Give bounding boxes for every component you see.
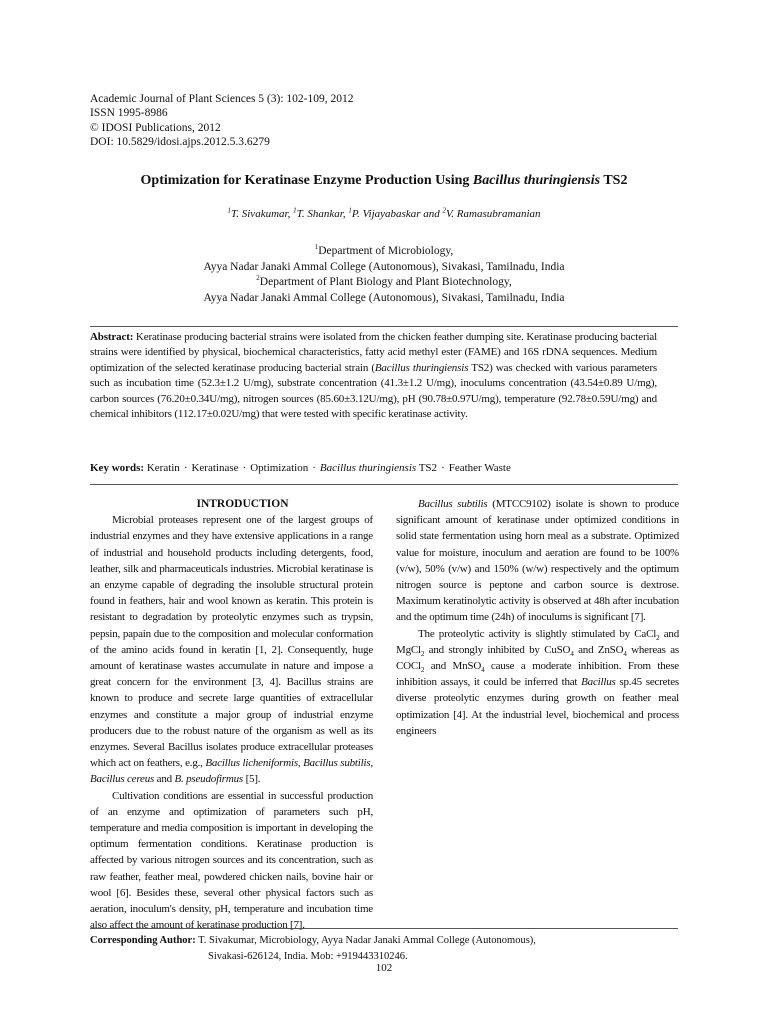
- paragraph-text: [5].: [243, 773, 261, 786]
- keyword: Feather Waste: [448, 462, 511, 474]
- author-name: P. Vijayabaskar and: [351, 208, 443, 220]
- paragraph-text: sp.45 secretes diverse proteolytic enzymes during growth on feather meal optimization [4]. At the industrial level, biochemical and process engineers: [396, 676, 679, 737]
- author-name: T. Sivakumar,: [230, 208, 294, 220]
- keyword-separator: ·: [242, 462, 247, 474]
- affil-mark: 1: [314, 243, 319, 252]
- keywords-label: Key words:: [90, 462, 145, 474]
- section-heading: INTRODUCTION: [196, 498, 289, 510]
- right-column: [396, 496, 679, 739]
- body-paragraph: Cultivation conditions are essential in successful production of an enzyme and optimization of parameters such pH, temperature and media composition is important in developing the optimum fermentation conditions. Keratinase production is affected by various nitrogen sources and its concentration, such as raw feather, feather meal, powdered chicken nails, bovine hair or wool [6]. Besides these, several other physical factors such as aeration, inoculum's density, pH, temperature and incubation time also affect the amount of keratinase production [7].: [90, 789, 373, 932]
- paragraph-text: and ZnSO: [573, 643, 624, 656]
- affiliation-1-inst: Ayya Nadar Janaki Ammal College (Autonomous), Sivakasi, Tamilnadu, India: [203, 260, 565, 273]
- subscript: 2: [656, 633, 660, 642]
- title-species: Bacillus thuringiensis: [472, 173, 601, 188]
- title-main: Optimization for Keratinase Enzyme Production Using: [140, 173, 473, 188]
- title-suffix: TS2: [600, 173, 628, 188]
- footer-line-2: Sivakasi-626124, India. Mob: +919443310246.: [208, 951, 408, 962]
- author-affil-mark: 1: [293, 206, 297, 215]
- species-name: B. pseudofirmus: [174, 773, 244, 786]
- abstract-top-rule: [90, 326, 678, 327]
- keyword-separator: ·: [441, 462, 445, 474]
- corresponding-author-label: Corresponding Author:: [90, 935, 196, 946]
- footer-text: T. Sivakumar, Microbiology, Ayya Nadar Janaki Ammal College (Autonomous),: [195, 935, 536, 946]
- abstract: [90, 330, 657, 422]
- subscript: 4: [623, 650, 627, 659]
- paragraph-text: Microbial proteases represent one of the largest groups of industrial enzymes and they have extensive applications in a range of industrial and household products including detergents, food, leather, silk and pharmaceuticals industries. Microbial keratinase is an enzyme capable of degrading the insoluble structural protein found in feathers, hair and wool known as keratin. This protein is resistant to degradation by proteolytic enzymes such as trypsin, pepsin, papain due to the composition and molecular conformation of the amino acids found in keratin [1, 2]. Consequently, huge amount of keratinase wastes accumulate in nature and impose a great concern for the environment [3, 4]. Bacillus strains are known to produce and secrete large quantities of extracellular enzymes and constitute a major group of industrial enzyme producers due to the robust nature of the organism as well as its enzymes. Several Bacillus isolates produce extracellular proteases which act on feathers, e.g.,: [90, 514, 373, 770]
- abstract-species: Bacillus thuringiensis: [374, 361, 469, 374]
- author-list: [80, 208, 688, 220]
- issn: ISSN 1995-8986: [90, 107, 168, 120]
- body-paragraph: [396, 496, 679, 626]
- subscript: 4: [570, 650, 574, 659]
- paragraph-text: whereas as COCl: [396, 643, 680, 673]
- body-paragraph: [90, 512, 373, 787]
- author-affil-mark: 1: [227, 206, 231, 215]
- paragraph-text: (MTCC9102) isolate is shown to produce significant amount of keratinase under optimized conditions in solid state fermentation using horn meal as a substrate. Optimized value for moisture, inoculum and aeration are found to be 100% (v/w), 50% (v/w) and 150% (w/w) respectively and the optimum nitrogen source is peptone and carbon source is dextrose. Maximum keratinolytic activity is observed at 48h after incubation and the optimum time (24h) of inoculums is significant [7].: [396, 498, 679, 624]
- author-name: T. Shankar,: [296, 208, 349, 220]
- affil-dept-text: Department of Plant Biology and Plant Biotechnology,: [259, 276, 512, 289]
- paragraph-text: and strongly inhibited by CuSO: [424, 643, 571, 656]
- paragraph-text: and MnSO: [424, 660, 482, 673]
- keyword-suffix: TS2: [416, 462, 438, 474]
- doi[interactable]: DOI: 10.5829/idosi.ajps.2012.5.3.6279: [90, 136, 270, 149]
- subscript: 4: [481, 666, 485, 675]
- keyword: Keratin: [146, 462, 180, 474]
- affiliation-1-dept: [80, 244, 688, 260]
- author-affil-mark: 1: [348, 206, 352, 215]
- keywords: [90, 462, 678, 474]
- species-name: Bacillus: [581, 676, 616, 689]
- keyword: Bacillus thuringiensis: [319, 462, 417, 474]
- species-name: Bacillus licheniformis, Bacillus subtilis, Bacillus cereus: [90, 757, 373, 786]
- affil-mark: 2: [256, 274, 260, 283]
- affil-dept-text: Department of Microbiology,: [318, 245, 454, 257]
- copyright: © IDOSI Publications, 2012: [90, 121, 221, 134]
- keyword-separator: ·: [183, 462, 188, 474]
- body-paragraph: [396, 626, 679, 739]
- abstract-text: Keratinase producing bacterial strains were isolated from the chicken feather dumping site. Keratinase producing bacterial strains were identified by physical, biochemical characteristics, fatty acid methyl ester (FAME) and 16S rDNA sequences. Medium optimization of the selected keratinase producing bacterial strain (: [90, 331, 657, 374]
- paragraph-text: The proteolytic activity is slightly stimulated by CaCl: [418, 627, 657, 640]
- journal-header: [90, 92, 353, 150]
- abstract-text: TS2) was checked with various parameters such as incubation time (52.3±1.2 U/mg), substrate concentration (41.3±1.2 U/mg), inoculums concentration (43.54±0.89 U/mg), carbon sources (76.20±0.34U/mg), nitrogen sources (85.60±3.12U/mg), pH (90.78±0.97U/mg), temperature (92.78±0.59U/mg) and chemical inhibitors (112.17±0.02U/mg) that were tested with specific keratinase activity.: [90, 361, 657, 421]
- species-name: Bacillus subtilis: [418, 498, 488, 510]
- paper-title: [80, 173, 688, 189]
- keyword: Optimization: [250, 462, 309, 474]
- abstract-label: Abstract:: [90, 331, 134, 343]
- keywords-bottom-rule: [90, 484, 678, 485]
- page-number: 102: [375, 962, 393, 974]
- affiliations: [80, 244, 688, 306]
- affiliation-2-inst: Ayya Nadar Janaki Ammal College (Autonomous), Sivakasi, Tamilnadu, India: [203, 291, 565, 304]
- subscript: 2: [420, 650, 425, 659]
- corresponding-author: [90, 933, 536, 965]
- footer-rule: [90, 928, 678, 929]
- paragraph-text: and MgCl: [396, 627, 679, 656]
- journal-citation: Academic Journal of Plant Sciences 5 (3): 102-109, 2012: [90, 93, 354, 105]
- affiliation-2-dept: [80, 275, 688, 291]
- footer-line-1: [90, 933, 536, 949]
- paragraph-text: and: [154, 773, 175, 786]
- left-column: [90, 496, 373, 933]
- paragraph-text: cause a moderate inhibition. From these inhibition assays, it could be inferred that: [396, 660, 679, 689]
- subscript: 2: [420, 666, 425, 675]
- author-name: V. Ramasubramanian: [446, 208, 541, 220]
- keyword-separator: ·: [312, 462, 316, 474]
- author-affil-mark: 2: [442, 206, 446, 215]
- keyword: Keratinase: [191, 462, 239, 474]
